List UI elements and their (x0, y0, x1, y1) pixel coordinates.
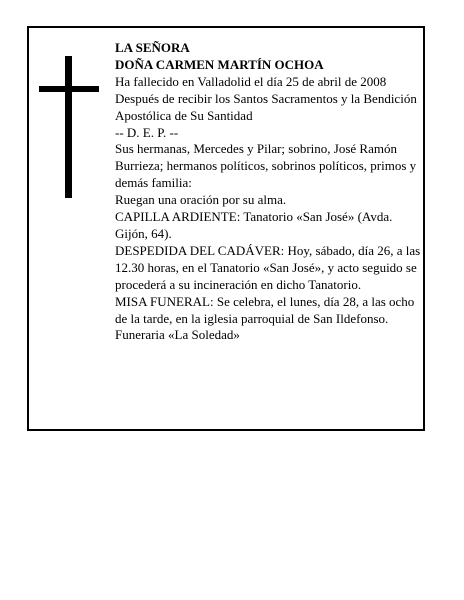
cross-icon (39, 56, 99, 198)
deceased-name: DOÑA CARMEN MARTÍN OCHOA (115, 56, 324, 72)
notice-title: LA SEÑORA (115, 40, 190, 55)
obituary-notice (27, 26, 425, 431)
family-line: Sus hermanas, Mercedes y Pilar; sobrino, José Ramón Burrieza; hermanos políticos, sobrinos políticos, primos y demás familia: (115, 141, 417, 191)
rip-line: -- D. E. P. -- (115, 124, 179, 140)
notice-text-block (115, 40, 421, 344)
funeral-home-line: Funeraria «La Soledad» (115, 327, 240, 343)
death-announcement: Ha fallecido en Valladolid el día 25 de abril de 2008 (115, 73, 387, 89)
cross-vertical-bar (65, 56, 72, 198)
funeral-mass-line: MISA FUNERAL: Se celebra, el lunes, día 28, a las ocho de la tarde, en la iglesia parroquial de San Ildefonso. (115, 293, 415, 326)
farewell-line: DESPEDIDA DEL CADÁVER: Hoy, sábado, día 26, a las 12.30 horas, en el Tanatorio «San José», y acto seguido se procederá a su incineración en dicho Tanatorio. (115, 242, 421, 292)
chapel-line: CAPILLA ARDIENTE: Tanatorio «San José» (Avda. Gijón, 64). (115, 209, 393, 241)
cross-horizontal-bar (39, 86, 99, 92)
prayer-request: Ruegan una oración por su alma. (115, 192, 287, 208)
sacraments-line: Después de recibir los Santos Sacramentos y la Bendición Apostólica de Su Santidad (115, 90, 417, 123)
